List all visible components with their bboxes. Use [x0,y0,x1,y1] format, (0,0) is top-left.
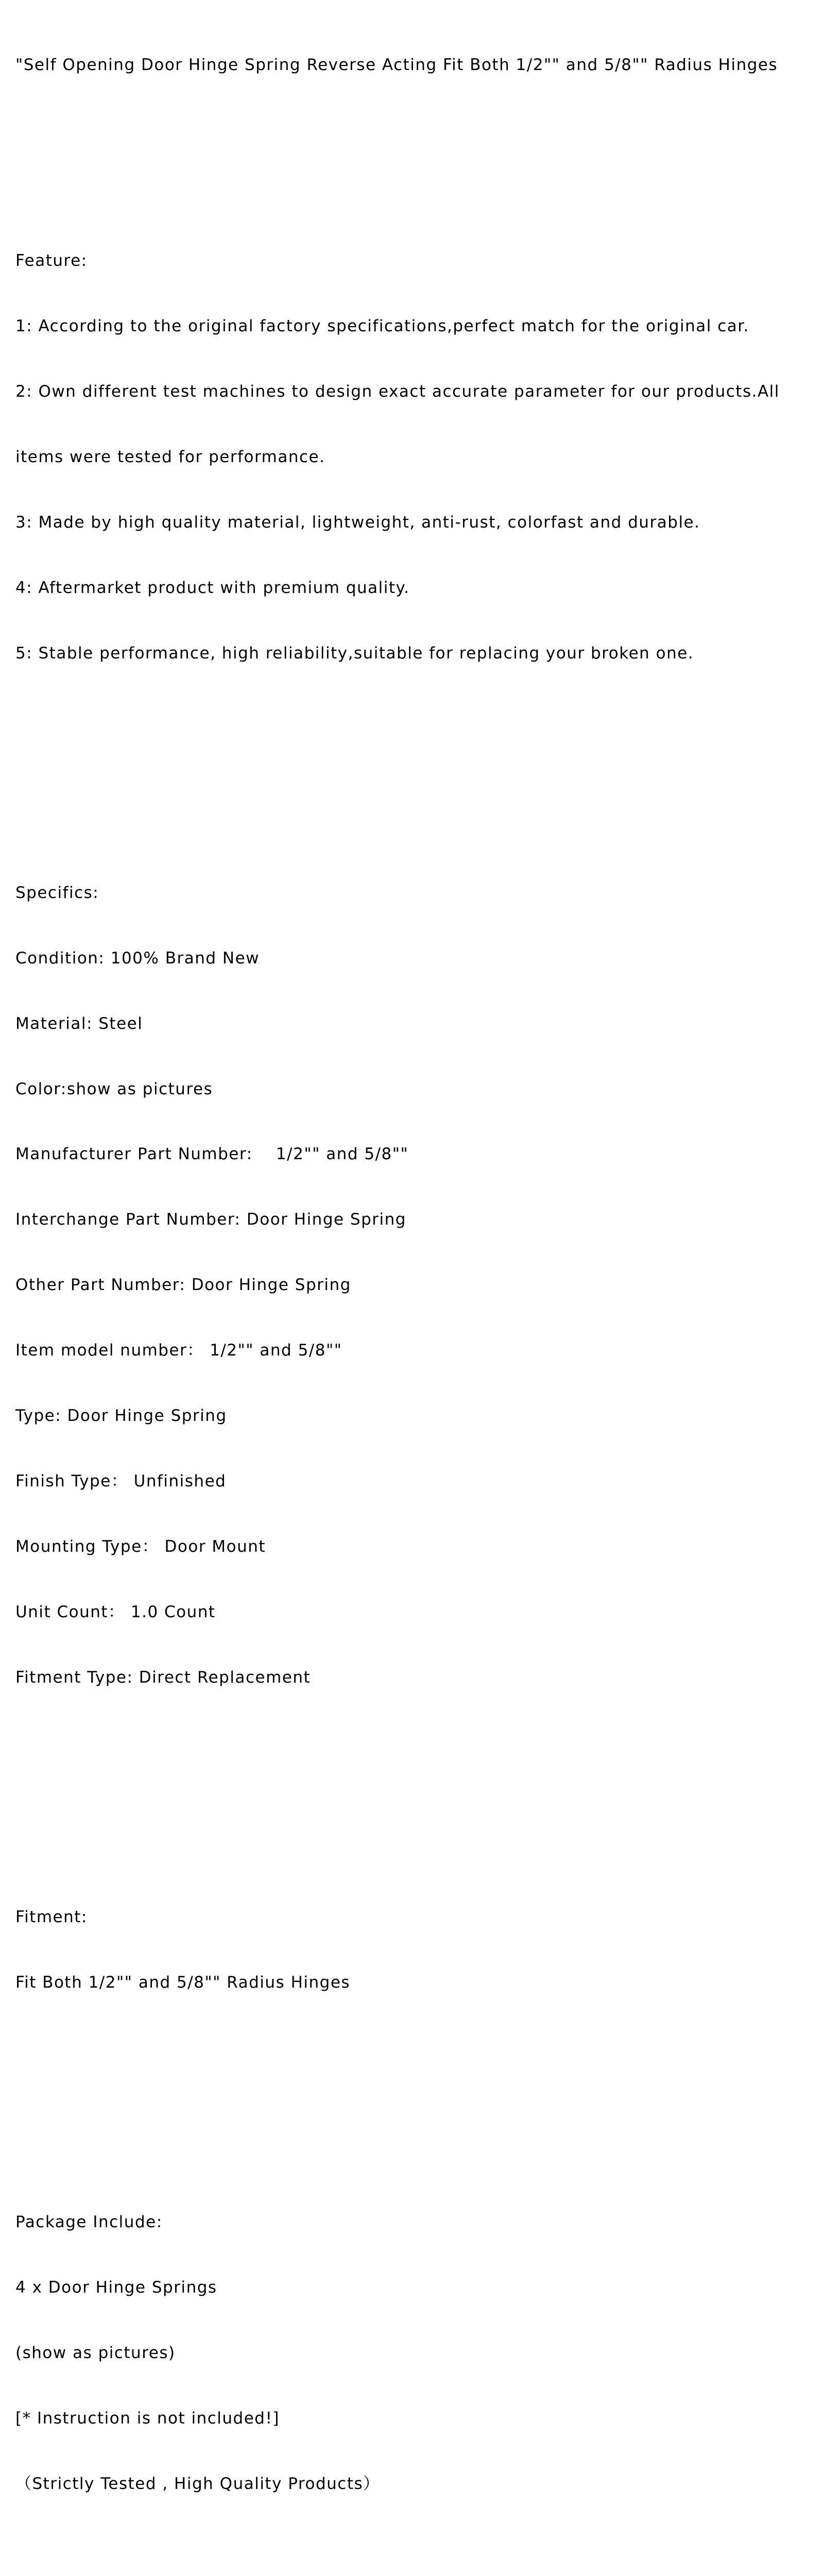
spec-line: Manufacturer Part Number: 1/2"" and 5/8"" [15,1145,409,1164]
spacer [15,119,809,141]
package-line: （Strictly Tested , High Quality Products） [15,2474,380,2493]
spec-line: Finish Type： Unfinished [15,1471,227,1490]
feature-line: 1: According to the original factory specifications,perfect match for the original car. [15,317,750,336]
spacer [15,2080,809,2102]
spec-line: Other Part Number: Door Hinge Spring [15,1276,351,1295]
package-line: (show as pictures) [15,2343,176,2362]
spacer [15,751,809,773]
fitment-line: Fit Both 1/2"" and 5/8"" Radius Hinges [15,1973,351,1992]
spec-line: Item model number： 1/2"" and 5/8"" [15,1341,342,1360]
feature-line: items were tested for performance. [15,447,325,466]
spec-line: Interchange Part Number: Door Hinge Spring [15,1210,406,1229]
fitment-section [15,1862,809,2037]
fitment-heading: Fitment: [15,1907,88,1926]
spec-line: Condition: 100% Brand New [15,948,260,968]
feature-line: 4: Aftermarket product with premium quality. [15,578,410,597]
feature-section [15,207,809,708]
package-heading: Package Include: [15,2212,163,2231]
specifics-section [15,838,809,1732]
feature-line: 5: Stable performance, high reliability,suitable for replacing your broken one. [15,643,694,663]
spec-line: Type: Door Hinge Spring [15,1406,227,1425]
feature-line: 3: Made by high quality material, lightweight, anti-rust, colorfast and durable. [15,513,700,532]
feature-line: 2: Own different test machines to design exact accurate parameter for our products.All [15,382,780,401]
feature-heading: Feature: [15,251,88,270]
product-title: "Self Opening Door Hinge Spring Reverse Acting Fit Both 1/2"" and 5/8"" Radius Hinges [15,55,778,74]
spec-line: Mounting Type： Door Mount [15,1537,266,1556]
spec-line: Unit Count： 1.0 Count [15,1602,216,1621]
package-line: [* Instruction is not included!] [15,2409,280,2428]
package-section [15,2167,809,2538]
specifics-heading: Specifics: [15,883,99,902]
spec-line: Material: Steel [15,1014,143,1033]
spec-line: Color:show as pictures [15,1079,213,1098]
package-line: 4 x Door Hinge Springs [15,2278,217,2297]
spacer [15,1775,809,1797]
spec-line: Fitment Type: Direct Replacement [15,1668,311,1687]
